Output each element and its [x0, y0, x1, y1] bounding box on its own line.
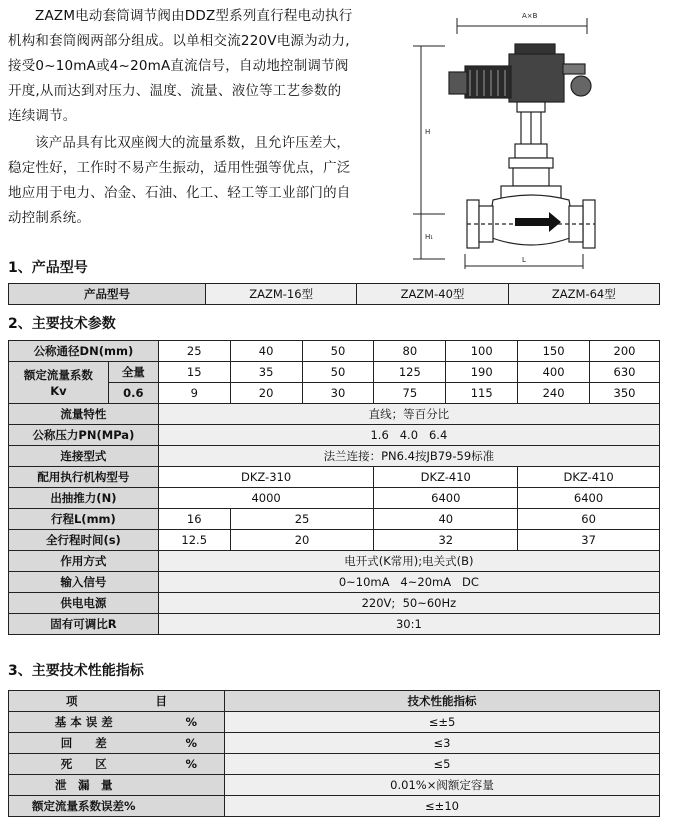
input-label: 输入信号	[9, 572, 159, 593]
kv-06-cell: 9	[158, 383, 230, 404]
power-label: 供电电源	[9, 593, 159, 614]
dim-label-top: A×B	[522, 12, 538, 20]
perf-row-label: 回 差	[9, 733, 159, 754]
performance-table	[8, 690, 660, 817]
dim-label-h: H	[425, 128, 431, 136]
time-cell: 32	[374, 530, 518, 551]
thrust-cell: 6400	[374, 488, 518, 509]
intro-text	[8, 4, 353, 231]
kv-06-cell: 350	[590, 383, 660, 404]
kv-label	[9, 362, 109, 404]
kv-full-cell: 400	[518, 362, 590, 383]
thrust-label: 出抽推力(N)	[9, 488, 159, 509]
perf-header-item	[9, 691, 225, 712]
perf-row-label: 泄 漏 量	[9, 775, 159, 796]
kv-full-label: 全量	[108, 362, 158, 383]
flow-char-value: 直线；等百分比	[158, 404, 659, 425]
conn-value: 法兰连接：PN6.4按JB79-59标准	[158, 446, 659, 467]
range-label: 固有可调比R	[9, 614, 159, 635]
kv-full-cell: 50	[302, 362, 374, 383]
kv-06-cell: 240	[518, 383, 590, 404]
kv-06-cell: 75	[374, 383, 446, 404]
intro-paragraph-2: 该产品具有比双座阀大的流量系数，且允许压差大，稳定性好，工作时不易产生振动，适用性强等优点，广泛地应用于电力、冶金、石油、化工、轻工等工业部门的自动控制系统。	[8, 135, 351, 226]
conn-label: 连接型式	[9, 446, 159, 467]
stroke-label: 行程L(mm)	[9, 509, 159, 530]
valve-drawing	[405, 4, 605, 269]
kv-06-label: 0.6	[108, 383, 158, 404]
actuator-cell: DKZ-410	[374, 467, 518, 488]
time-cell: 20	[230, 530, 374, 551]
perf-header-h1: 项	[65, 694, 78, 708]
kv-full-cell: 35	[230, 362, 302, 383]
perf-row-value: ≤±5	[225, 712, 660, 733]
section-title-2: 2、主要技术参数	[8, 316, 116, 332]
perf-row-label: 死 区	[9, 754, 159, 775]
pn-value: 1.6 4.0 6.4	[158, 425, 659, 446]
perf-header-h2: 目	[155, 694, 168, 708]
valve-diagram	[405, 4, 605, 269]
stroke-cell: 40	[374, 509, 518, 530]
perf-row-value: ≤5	[225, 754, 660, 775]
actuator-cell: DKZ-310	[158, 467, 374, 488]
flow-char-label: 流量特性	[9, 404, 159, 425]
dim-label-l: L	[522, 256, 526, 264]
kv-label-line1: 额定流量系数	[23, 367, 93, 382]
dn-cell: 40	[230, 341, 302, 362]
model-table	[8, 283, 660, 305]
dn-cell: 25	[158, 341, 230, 362]
perf-row-value: ≤3	[225, 733, 660, 754]
kv-full-cell: 15	[158, 362, 230, 383]
kv-06-cell: 30	[302, 383, 374, 404]
kv-full-cell: 125	[374, 362, 446, 383]
model-cell-40: ZAZM-40型	[357, 284, 508, 305]
kv-06-cell: 20	[230, 383, 302, 404]
time-cell: 12.5	[158, 530, 230, 551]
perf-row-unit: %	[159, 712, 225, 733]
time-label: 全行程时间(s)	[9, 530, 159, 551]
kv-label-line2: Kv	[50, 383, 67, 398]
actuator-label: 配用执行机构型号	[9, 467, 159, 488]
model-cell-16: ZAZM-16型	[206, 284, 357, 305]
input-value: 0~10mA 4~20mA DC	[158, 572, 659, 593]
thrust-cell: 6400	[518, 488, 660, 509]
dn-cell: 150	[518, 341, 590, 362]
time-cell: 37	[518, 530, 660, 551]
perf-row-unit: %	[159, 754, 225, 775]
perf-row-value: ≤±10	[225, 796, 660, 817]
section-title-3: 3、主要技术性能指标	[8, 663, 144, 679]
dn-label: 公称通径DN(mm)	[9, 341, 159, 362]
dn-cell: 100	[446, 341, 518, 362]
kv-06-cell: 115	[446, 383, 518, 404]
perf-row-unit	[159, 775, 225, 796]
perf-row-unit	[159, 796, 225, 817]
dim-label-h1: H₁	[425, 233, 434, 241]
mode-value: 电开式(K常用);电关式(B)	[158, 551, 659, 572]
dn-cell: 200	[590, 341, 660, 362]
power-value: 220V; 50~60Hz	[158, 593, 659, 614]
stroke-cell: 60	[518, 509, 660, 530]
stroke-cell: 25	[230, 509, 374, 530]
dn-cell: 80	[374, 341, 446, 362]
intro-paragraph-1: ZAZM电动套筒调节阀由DDZ型系列直行程电动执行机构和套筒阀两部分组成。以单相交流220V电源为动力,接受0~10mA或4~20mA直流信号，自动地控制调节阀开度,从而达到对压力、温度、流量、液位等工艺参数的连续调节。	[8, 8, 353, 124]
kv-full-cell: 630	[590, 362, 660, 383]
dn-cell: 50	[302, 341, 374, 362]
perf-row-label: 基 本 误 差	[9, 712, 159, 733]
actuator-cell: DKZ-410	[518, 467, 660, 488]
thrust-cell: 4000	[158, 488, 374, 509]
model-label: 产品型号	[9, 284, 206, 305]
perf-header-spec: 技术性能指标	[225, 691, 660, 712]
stroke-cell: 16	[158, 509, 230, 530]
section-title-1: 1、产品型号	[8, 260, 88, 276]
range-value: 30:1	[158, 614, 659, 635]
perf-row-unit: %	[159, 733, 225, 754]
perf-row-value: 0.01%×阀额定容量	[225, 775, 660, 796]
params-table	[8, 340, 660, 635]
pn-label: 公称压力PN(MPa)	[9, 425, 159, 446]
kv-full-cell: 190	[446, 362, 518, 383]
mode-label: 作用方式	[9, 551, 159, 572]
perf-row-label: 额定流量系数误差%	[9, 796, 159, 817]
model-cell-64: ZAZM-64型	[508, 284, 659, 305]
